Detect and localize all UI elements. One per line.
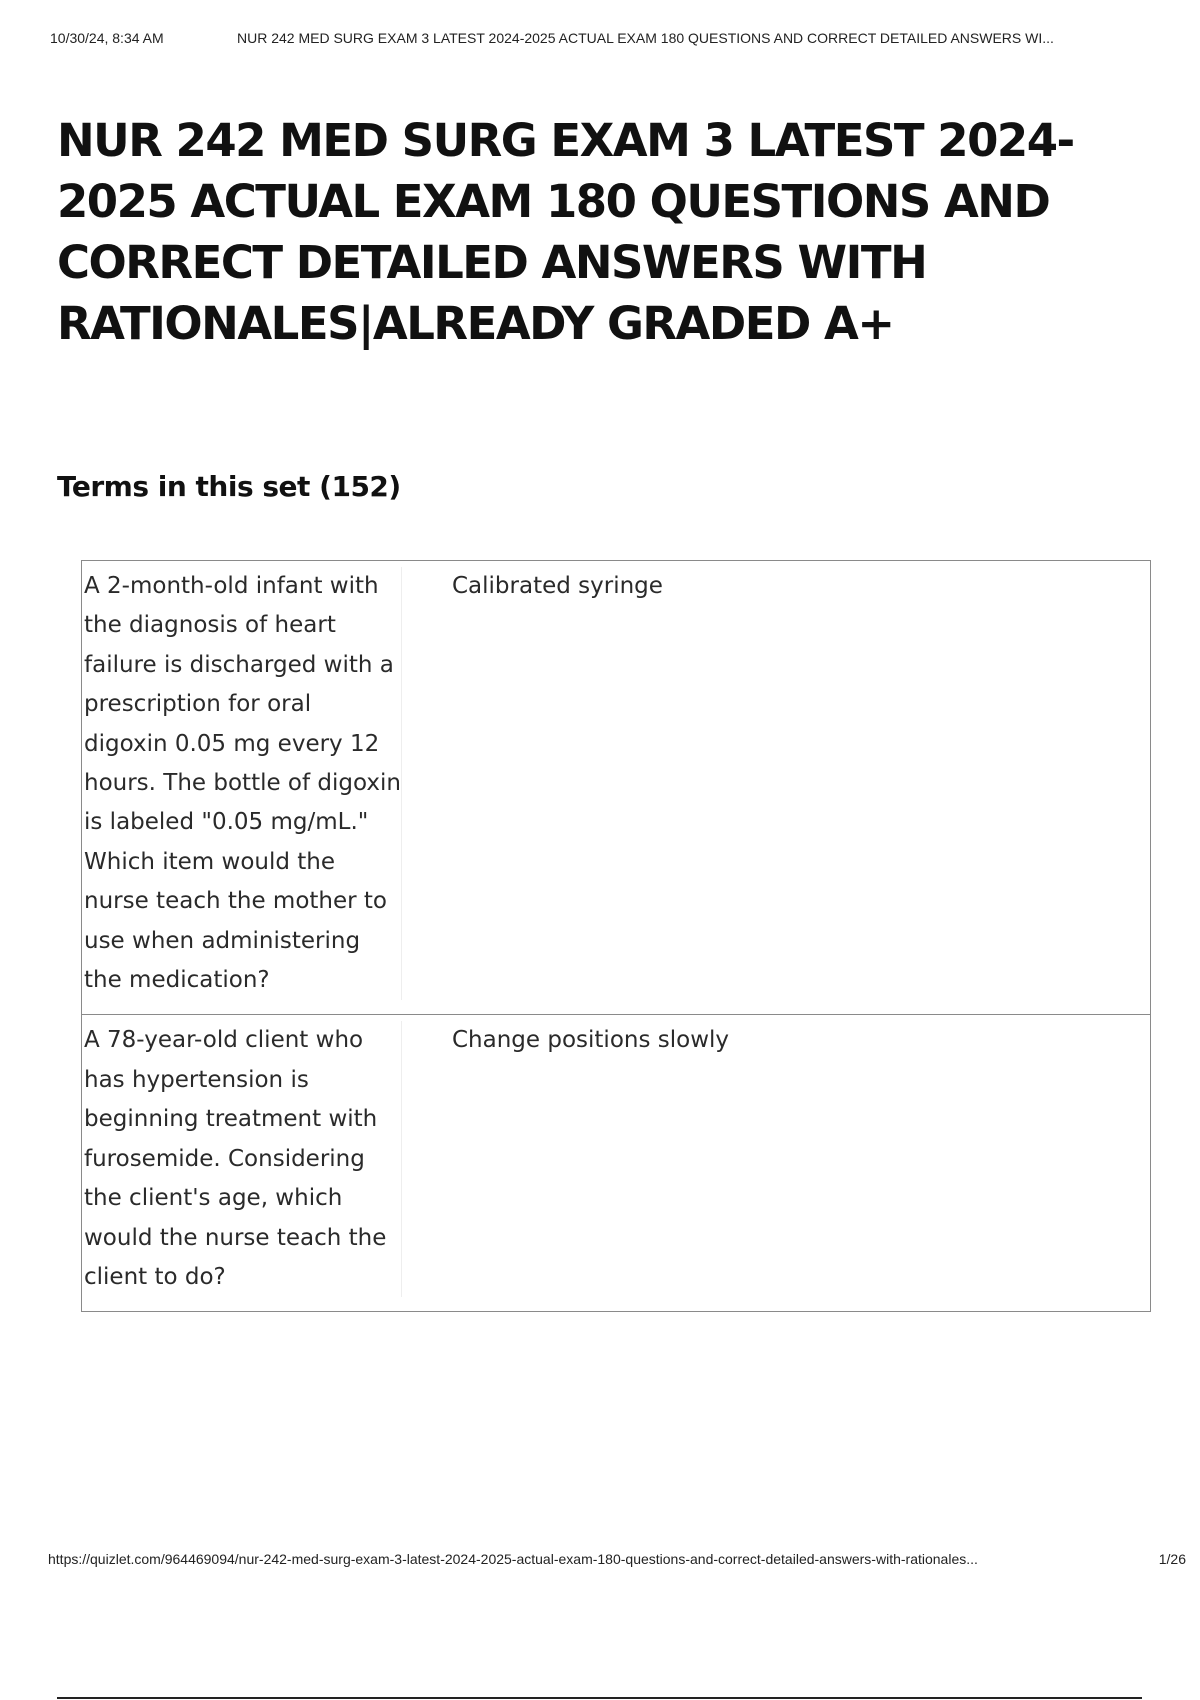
term-row — [82, 1015, 1150, 1311]
page-number: 1/26 — [1158, 1551, 1186, 1567]
term-row — [82, 561, 1150, 1015]
print-datetime: 10/30/24, 8:34 AM — [50, 30, 164, 46]
print-doc-title: NUR 242 MED SURG EXAM 3 LATEST 2024-2025 ACTUAL EXAM 180 QUESTIONS AND CORRECT DETAILED ANSWERS WI... — [237, 30, 1054, 46]
term-question: A 2-month-old infant with the diagnosis of heart failure is discharged with a prescription for oral digoxin 0.05 mg every 12 hours. The bottle of digoxin is labeled "0.05 mg/mL." Which item would the nurse teach the mother to use when administering the medication? — [82, 567, 402, 1000]
term-answer: Calibrated syringe — [452, 573, 663, 599]
term-answer: Change positions slowly — [452, 1027, 730, 1054]
page-title: NUR 242 MED SURG EXAM 3 LATEST 2024-2025 ACTUAL EXAM 180 QUESTIONS AND CORRECT DETAILED ANSWERS WITH RATIONALES|ALREADY GRADED A+ — [57, 114, 1074, 350]
terms-table — [81, 560, 1151, 1312]
term-question: A 78-year-old client who has hypertension is beginning treatment with furosemide. Considering the client's age, which would the nurse teach the client to do? — [82, 1021, 402, 1297]
print-url[interactable]: https://quizlet.com/964469094/nur-242-med-surg-exam-3-latest-2024-2025-actual-exam-180-questions-and-correct-detailed-answers-with-rationales... — [48, 1551, 978, 1567]
print-footer — [48, 1551, 1186, 1571]
terms-count-heading: Terms in this set (152) — [57, 470, 401, 503]
print-header — [50, 30, 1180, 50]
bottom-divider — [57, 1697, 1142, 1699]
